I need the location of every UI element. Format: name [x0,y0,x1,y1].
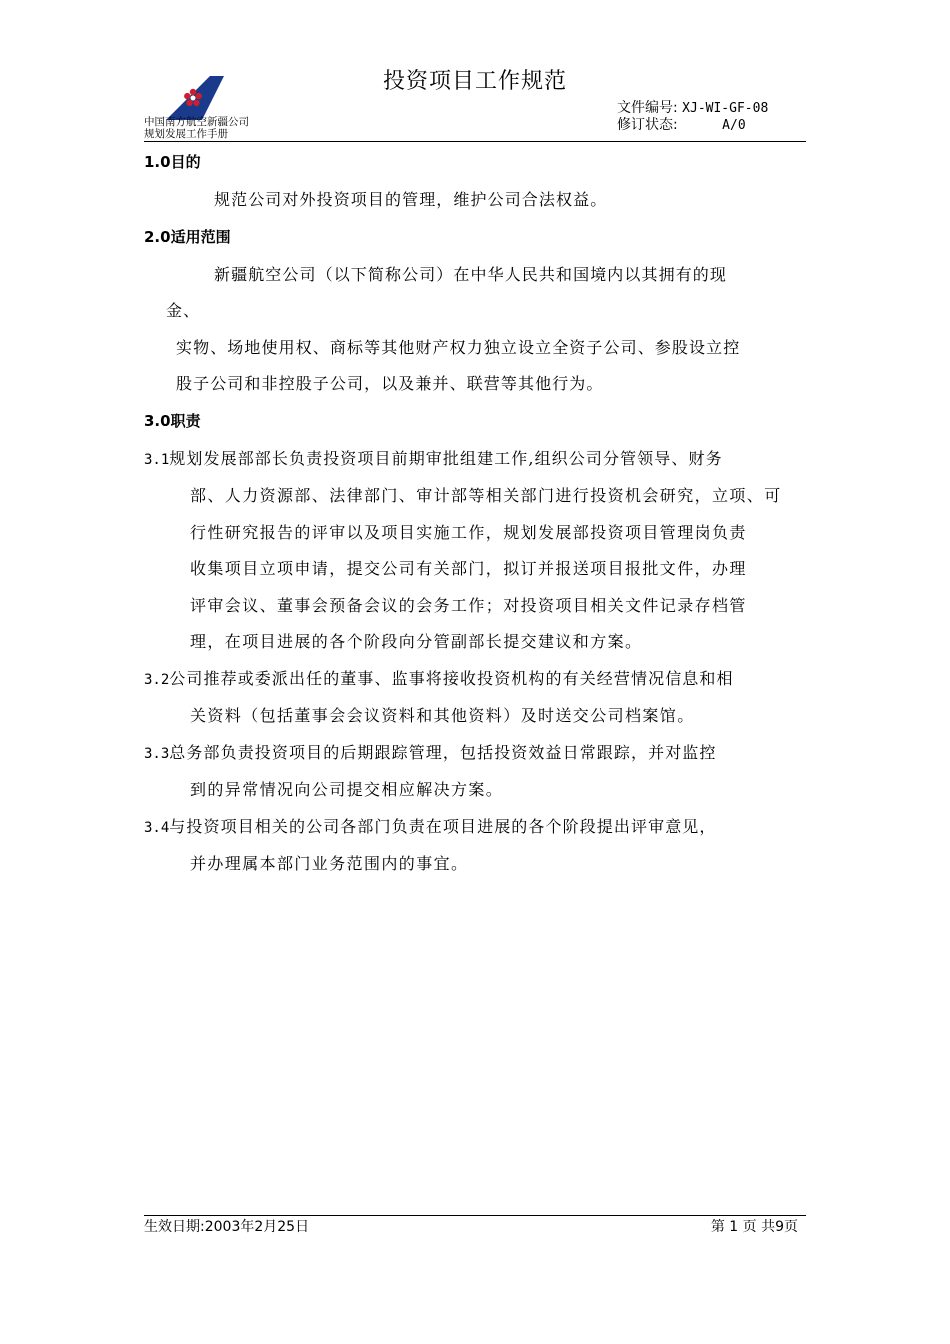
doc-number-value: XJ-WI-GF-08 [682,101,769,116]
effective-date: 生效日期:2003年2月25日 [144,1219,310,1235]
paragraph-line: 新疆航空公司（以下简称公司）在中华人民共和国境内以其拥有的现 [214,264,728,284]
header-rule [144,141,806,142]
item-continuation: 关资料（包括董事会会议资料和其他资料）及时送交公司档案馆。 [190,706,695,725]
item-continuation: 行性研究报告的评审以及项目实施工作，规划发展部投资项目管理岗负责 [190,522,747,542]
item-number: 3.3 [144,745,170,762]
company-line-2: 规划发展工作手册 [144,128,228,140]
item-text: 总务部负责投资项目的后期跟踪管理，包括投资效益日常跟踪，并对监控 [169,742,717,762]
item-text: 与投资项目相关的公司各部门负责在项目进展的各个阶段提出评审意见， [169,816,717,836]
paragraph-line: 股子公司和非控股子公司，以及兼并、联营等其他行为。 [176,374,604,393]
revision-label: 修订状态: [617,117,678,133]
list-item [144,735,812,809]
item-number: 3.2 [144,671,170,688]
item-text: 公司推荐或委派出任的董事、监事将接收投资机构的有关经营情况信息和相 [169,668,734,688]
item-continuation: 到的异常情况向公司提交相应解决方案。 [190,780,504,799]
paragraph-line: 实物、场地使用权、商标等其他财产权力独立设立全资子公司、参股设立控 [176,337,741,357]
doc-number-label: 文件编号: [617,100,678,116]
section-heading-purpose: 1.0目的 [144,153,201,171]
item-continuation: 评审会议、董事会预备会议的会务工作；对投资项目相关文件记录存档管 [190,595,747,615]
paragraph-line: 规范公司对外投资项目的管理，维护公司合法权益。 [214,190,608,209]
document-body [144,144,812,883]
item-continuation: 部、人力资源部、法律部门、审计部等相关部门进行投资机会研究，立项、可 [190,486,782,505]
page-number: 第 1 页 共9页 [710,1219,798,1235]
item-number: 3.1 [144,451,170,468]
list-item [144,661,812,735]
paragraph-line: 金、 [166,301,201,320]
doc-number-row [617,100,768,117]
revision-value: A/0 [722,118,746,133]
revision-row [617,117,768,134]
document-meta [617,100,768,134]
section-heading-scope: 2.0适用范围 [144,227,231,246]
company-name [144,116,249,140]
item-number: 3.4 [144,819,170,836]
item-continuation: 收集项目立项申请，提交公司有关部门，拟订并报送项目报批文件，办理 [190,559,747,578]
document-title: 投资项目工作规范 [382,69,567,94]
section-heading-responsibilities: 3.0职责 [144,411,201,430]
list-item [144,809,812,883]
item-text: 规划发展部部长负责投资项目前期审批组建工作,组织公司分管领导、财务 [169,448,723,468]
item-continuation: 并办理属本部门业务范围内的事宜。 [190,854,469,873]
company-line-1: 中国南方航空新疆公司 [144,116,249,128]
list-item [144,441,812,661]
item-continuation: 理，在项目进展的各个阶段向分管副部长提交建议和方案。 [190,632,643,651]
